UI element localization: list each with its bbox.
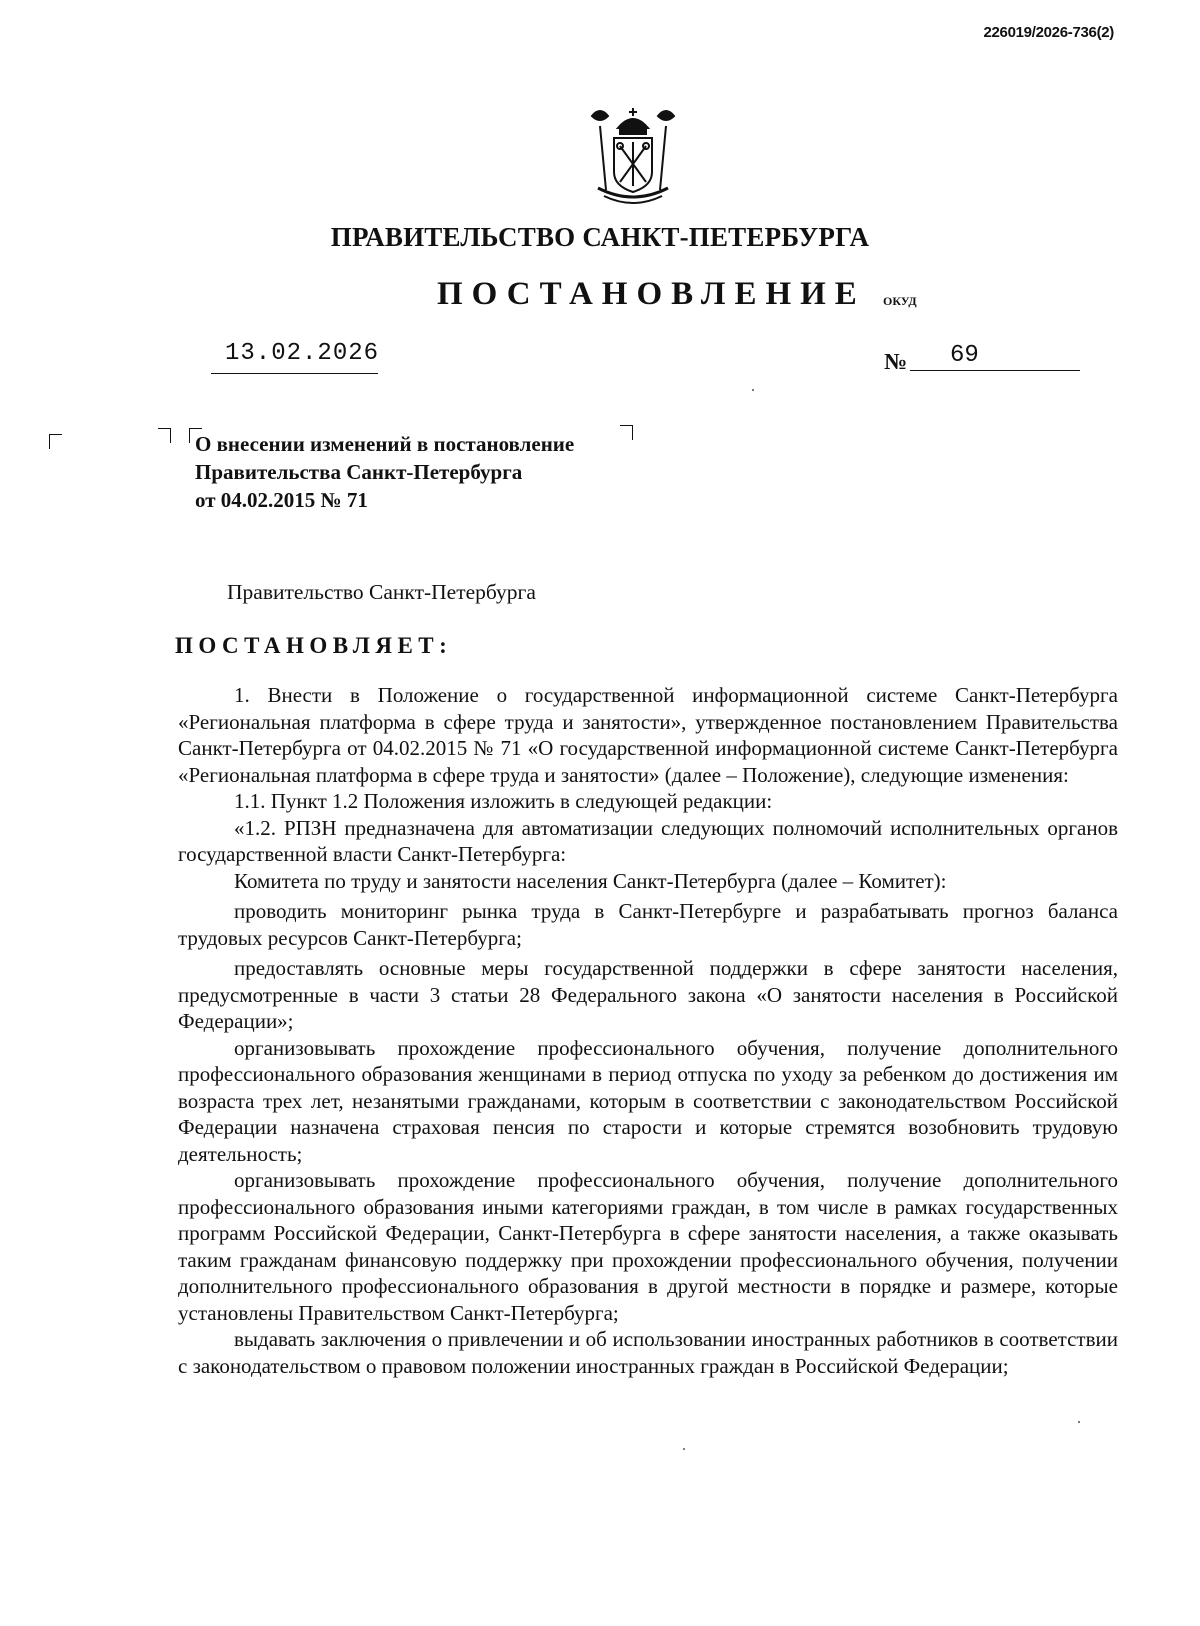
corner-mark: [620, 425, 633, 440]
corner-mark: [158, 428, 171, 443]
document-number: 69: [950, 342, 979, 369]
okud-label: ОКУД: [883, 294, 917, 308]
paragraph: 1.1. Пункт 1.2 Положения изложить в следующей редакции:: [234, 789, 773, 813]
document-type: ПОСТАНОВЛЕНИЕ: [437, 276, 866, 312]
decree-heading: ПОСТАНОВЛЯЕТ:: [175, 633, 453, 658]
paragraph: организовывать прохождение профессионального обучения, получение дополнительного профессионального образования иными категориями граждан, в том числе в рамках государственных программ Российской Федерации, Санкт-Петербурга в сфере занятости населения, а также оказывать таким гражданам финансовую поддержку при прохождении профессионального обучения, получении дополнительного профессионального образования в другой местности в порядке и размере, которые установлены Правительством Санкт-Петербурга;: [178, 1168, 1118, 1325]
paragraph: выдавать заключения о привлечении и об использовании иностранных работников в соответствии с законодательством о правовом положении иностранных граждан в Российской Федерации;: [178, 1327, 1118, 1378]
document-subject: [195, 430, 574, 514]
scan-speck: [1078, 1421, 1080, 1423]
corner-mark: [49, 434, 62, 449]
st-petersburg-coat-of-arms-icon: [584, 106, 682, 206]
scan-speck: [752, 389, 754, 391]
paragraph: 1. Внести в Положение о государственной информационной системе Санкт-Петербурга «Региональная платформа в сфере труда и занятости», утвержденное постановлением Правительства Санкт-Петербурга от 04.02.2015 № 71 «О государственной информационной системе Санкт-Петербурга «Региональная платформа в сфере труда и занятости» (далее – Положение), следующие изменения:: [178, 683, 1118, 787]
paragraph: предоставлять основные меры государственной поддержки в сфере занятости населения, предусмотренные в части 3 статьи 28 Федерального закона «О занятости населения в Российской Федерации»;: [178, 956, 1118, 1033]
subject-line: от 04.02.2015 № 71: [195, 488, 368, 512]
subject-line: О внесении изменений в постановление: [195, 432, 575, 456]
paragraph: Комитета по труду и занятости населения Санкт-Петербурга (далее – Комитет):: [234, 868, 947, 893]
number-underline: [910, 370, 1080, 371]
paragraph: организовывать прохождение профессионального обучения, получение дополнительного профессионального образования женщинами в период отпуска по уходу за ребенком до достижения им возраста трех лет, незанятыми гражданами, которым в соответствии с законодательством Российской Федерации назначена страховая пенсия по старости и которые стремятся возобновить трудовую деятельность;: [178, 1035, 1118, 1166]
paragraph: проводить мониторинг рынка труда в Санкт-Петербурге и разрабатывать прогноз баланса трудовых ресурсов Санкт-Петербурга;: [178, 899, 1118, 950]
issuing-body: Правительство Санкт-Петербурга: [227, 580, 536, 604]
number-sign: №: [884, 349, 908, 374]
government-name: ПРАВИТЕЛЬСТВО САНКТ-ПЕТЕРБУРГА: [330, 222, 870, 252]
document-body: [178, 682, 1118, 1379]
subject-line: Правительства Санкт-Петербурга: [195, 460, 523, 484]
date-underline: [211, 373, 378, 374]
document-date: 13.02.2026: [225, 340, 380, 367]
scan-speck: [683, 1448, 685, 1450]
document-id: 226019/2026-736(2): [983, 24, 1114, 41]
paragraph: «1.2. РПЗН предназначена для автоматизации следующих полномочий исполнительных органов государственной власти Санкт-Петербурга:: [178, 815, 1118, 866]
